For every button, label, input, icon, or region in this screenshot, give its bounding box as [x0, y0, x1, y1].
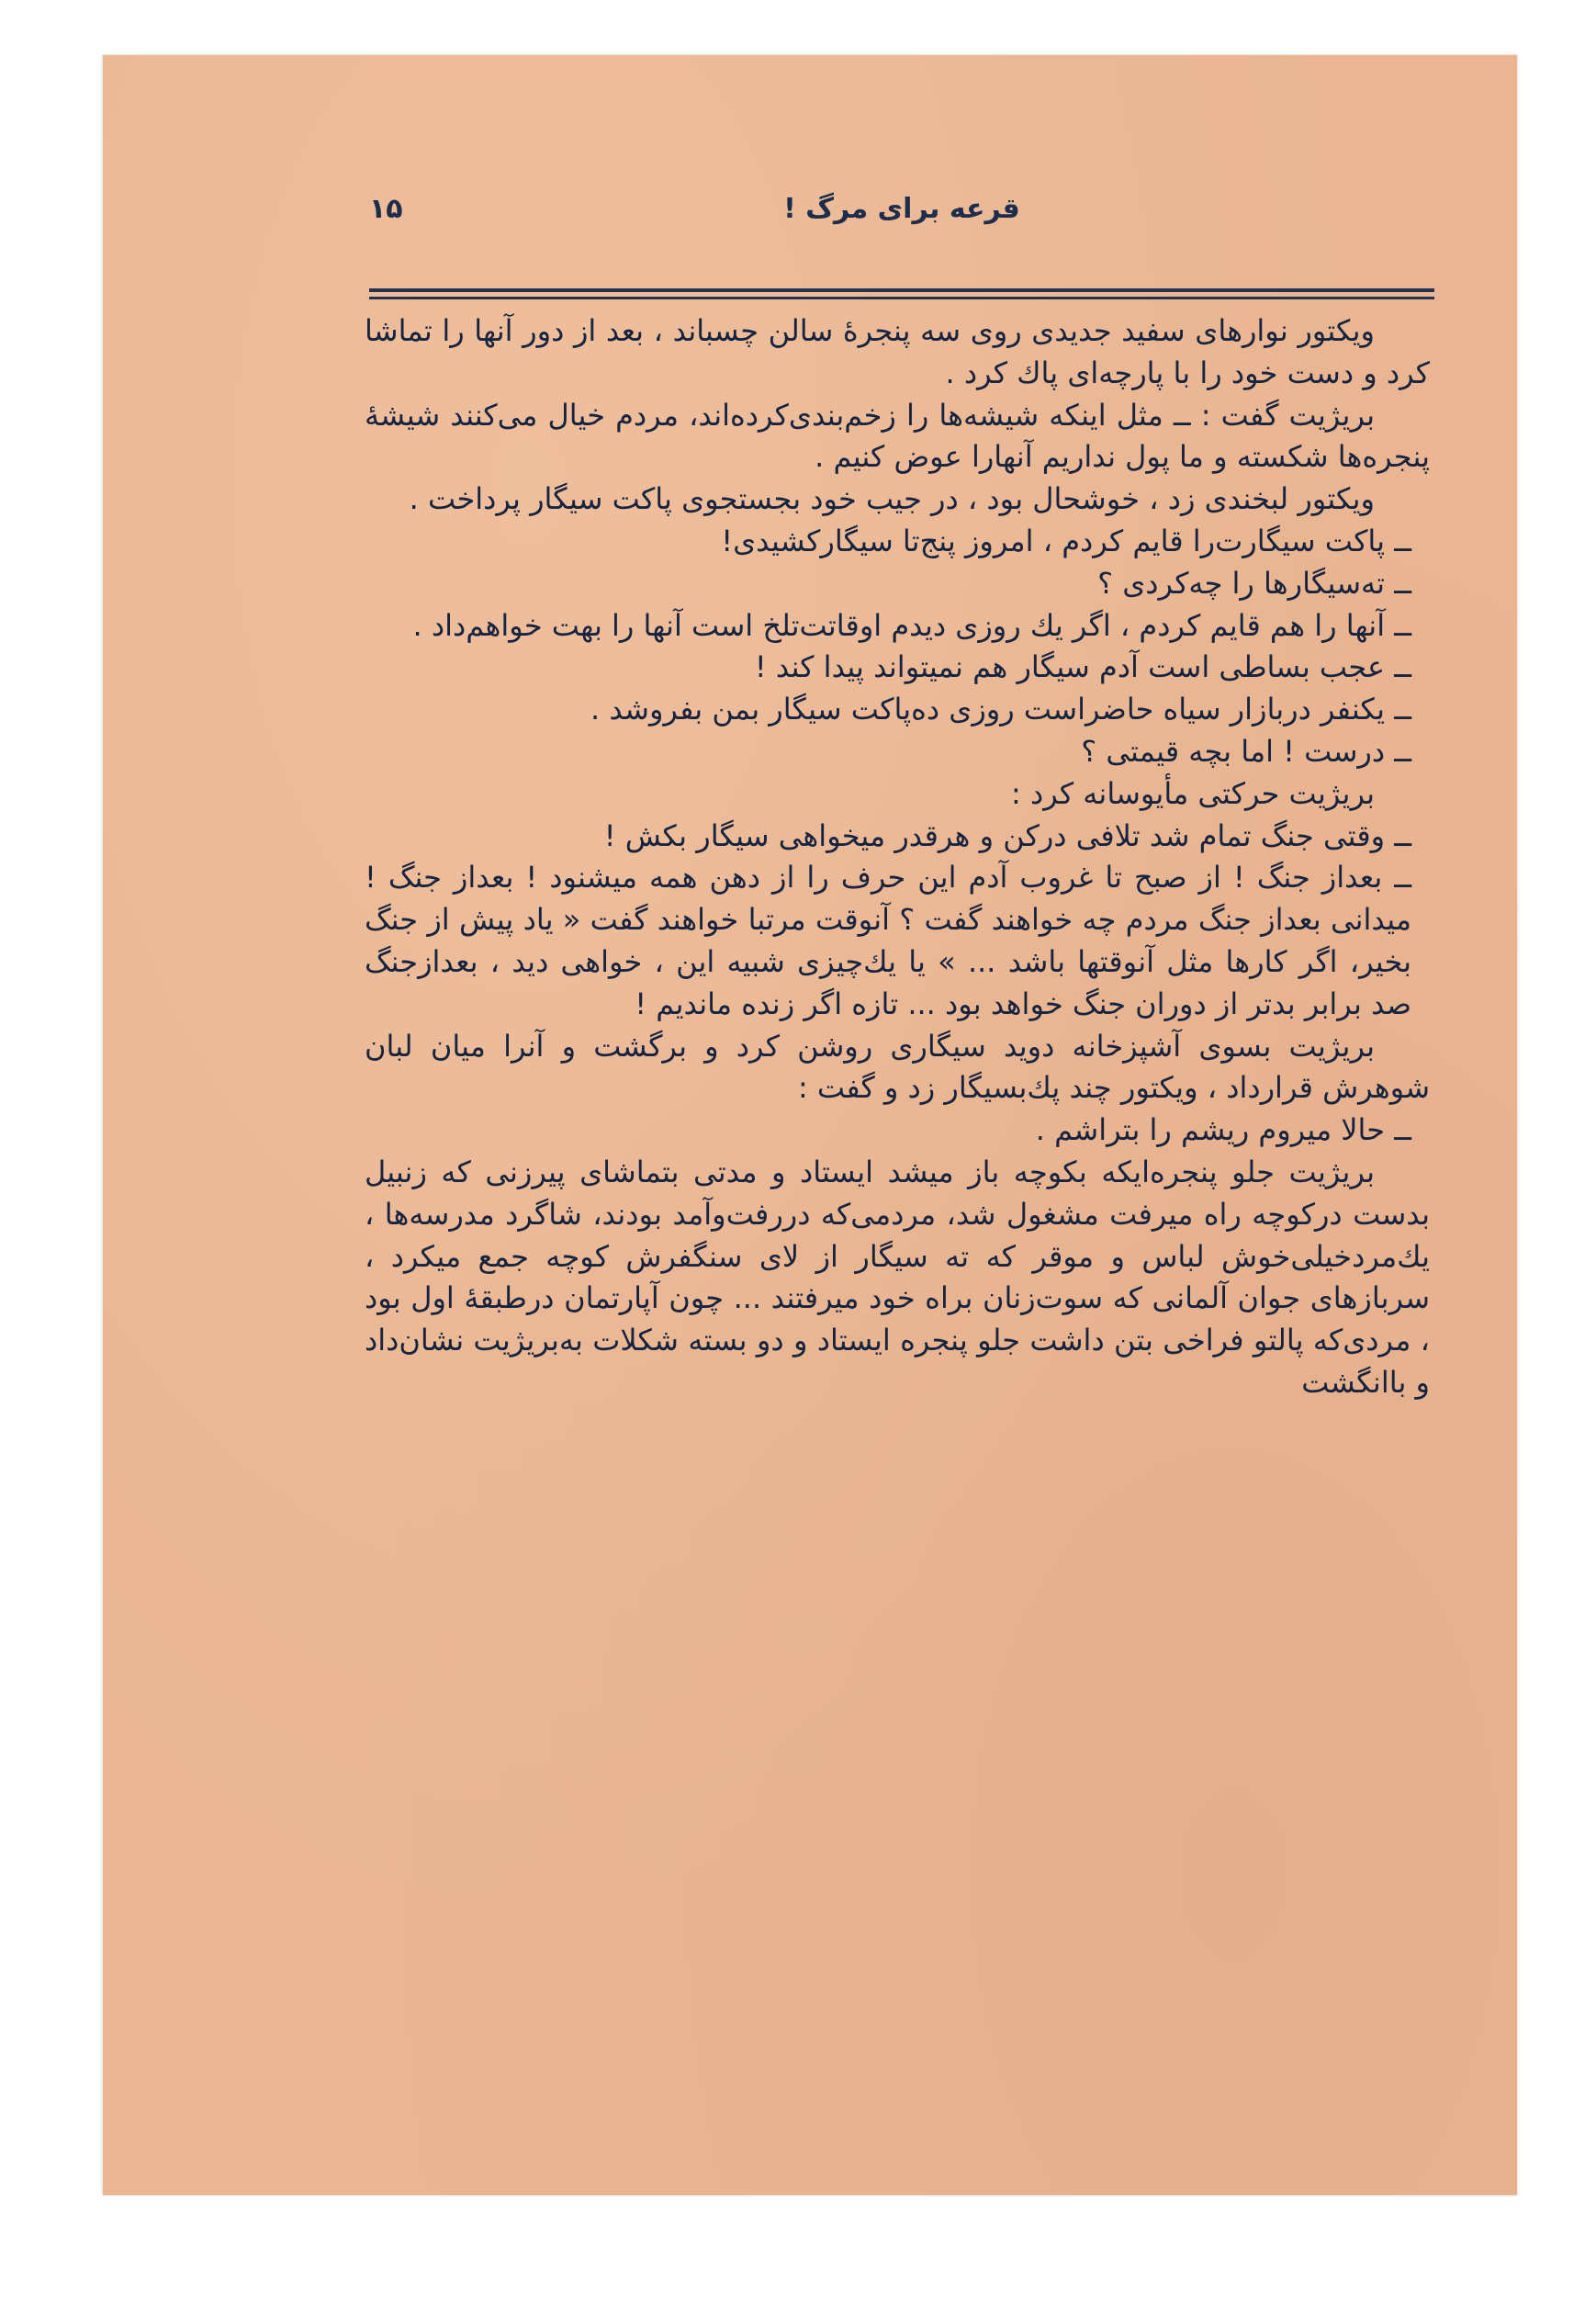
running-head — [369, 193, 1434, 239]
dialog-line: ــ ته‌سیگارها را چه‌کردی ؟ — [1097, 565, 1411, 601]
paragraph: ویکتور نوارهای سفید جدیدی روی سه پنجرهٔ سالن چسباند ، بعد از دور آنها را تماشا کرد و دست خود را با پارچه‌ای پاك کرد . — [365, 313, 1430, 390]
body-text — [365, 310, 1430, 2138]
dialog-line: ــ پاکت سیگارت‌را قایم کردم ، امروز پنج‌تا سیگارکشیدی! — [721, 523, 1411, 558]
dialog-line: ــ یکنفر دربازار سیاه حاضراست روزی ده‌پاکت سیگار بمن بفروشد . — [590, 692, 1411, 727]
paragraph: بریژیت حرکتی مأیوسانه کرد : — [1010, 775, 1375, 811]
paragraph: بریژیت جلو پنجره‌ایکه بکوچه باز میشد ایستاد و مدتی بتماشای پیرزنی که زنبیل بدست درکوچه راه میرفت مشغول شد، مردمی‌که دررفت‌وآمد بودند، شاگرد مدرسه‌ها ، یك‌مردخیلی‌خوش لباس و موقر که ته سیگار از لای سنگفرش کوچه جمع میکرد ، سربازهای جوان آلمانی که سوت‌زنان براه خود میرفتند ... چون آپارتمان درطبقهٔ اول بود ، مردی‌که پالتو فراخی بتن داشت جلو پنجره ایستاد و دو بسته شکلات به‌بریژیت نشان‌داد و باانگشت — [365, 1154, 1430, 1400]
dialog-line: ــ بعداز جنگ ! از صبح تا غروب آدم این حرف را از دهن همه میشنود ! بعداز جنگ ! میدانی بعداز جنگ مردم چه خواهند گفت ؟ آنوقت مرتبا خواهند گفت « یاد پیش از جنگ بخیر، اگر کارها مثل آنوقتها باشد ... » یا یك‌چیزی شبیه این ، خواهی دید ، بعدازجنگ صد برابر بدتر از دوران جنگ خواهد بود ... تازه اگر زنده ماندیم ! — [365, 860, 1411, 1021]
header-rule-thick — [369, 288, 1434, 292]
book-page — [103, 55, 1517, 2195]
paragraph: بریژیت بسوی آشپزخانه دوید سیگاری روشن کرد و برگشت و آنرا میان لبان شوهرش قرارداد ، ویکتور چند پك‌بسیگار زد و گفت : — [365, 1028, 1430, 1106]
dialog-line: ــ وقتی جنگ تمام شد تلافی درکن و هرقدر میخواهی سیگار بکش ! — [603, 817, 1411, 853]
running-title: قرعه برای مرگ ! — [783, 193, 1020, 225]
paragraph: ویکتور لبخندی زد ، خوشحال بود ، در جیب خود بجستجوی پاکت سیگار پرداخت . — [409, 481, 1375, 517]
dialog-line: ــ حالا میروم ریشم را بتراشم . — [1035, 1112, 1411, 1148]
page-number: ۱۵ — [369, 193, 403, 225]
dialog-line: ــ عجب بساطی است آدم سیگار هم نمیتواند پیدا کند ! — [754, 649, 1411, 685]
header-rule-thin — [369, 297, 1434, 299]
dialog-line: ــ درست ! اما بچه قیمتی ؟ — [1081, 733, 1411, 769]
dialog-line: ــ آنها را هم قایم کردم ، اگر یك روزی دیدم اوقاتت‌تلخ است آنها را بهت خواهم‌داد . — [412, 607, 1411, 643]
paragraph: بریژیت گفت : ــ مثل اینکه شیشه‌ها را زخم‌بندی‌کرده‌اند، مردم خیال می‌کنند شیشهٔ پنجره‌ها شکسته و ما پول نداریم آنهارا عوض کنیم . — [365, 397, 1430, 475]
